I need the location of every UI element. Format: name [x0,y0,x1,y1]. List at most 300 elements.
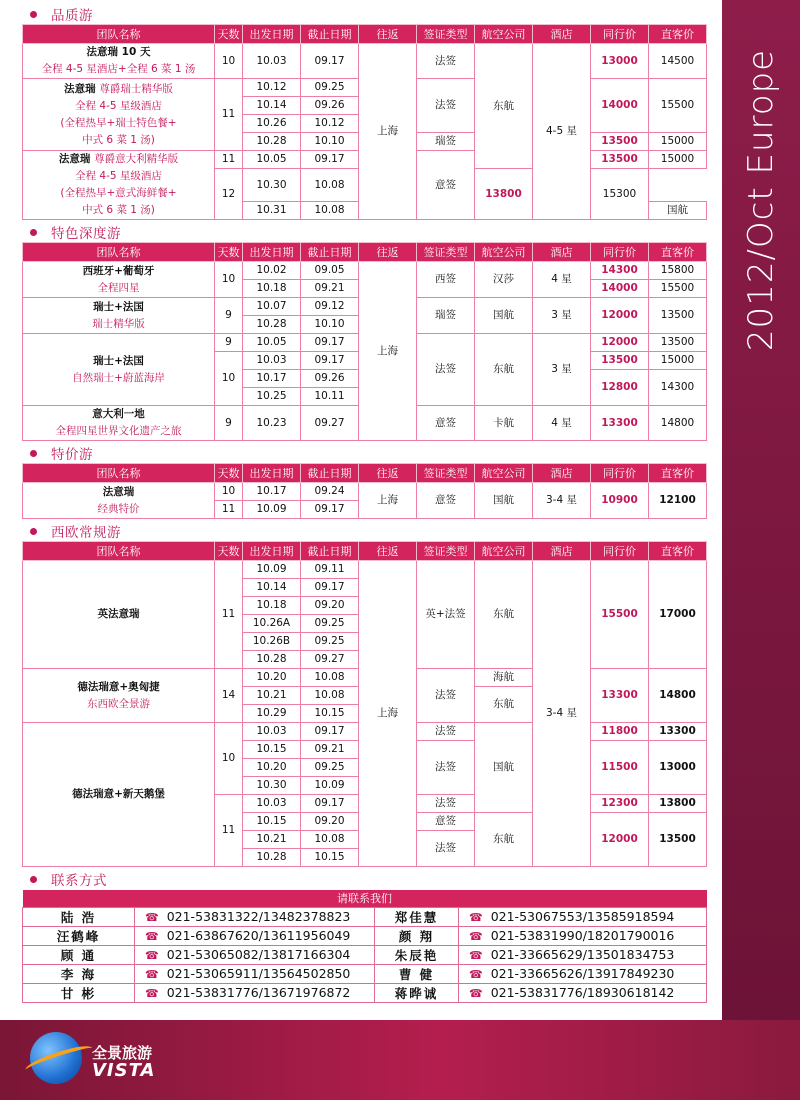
col-header: 截止日期 [301,25,359,44]
visa-cell: 西签 [417,262,475,298]
section-header-regular [24,521,706,541]
depart-cell: 10.31 [243,202,301,220]
col-header: 出发日期 [243,542,301,561]
peer-price-cell: 12000 [591,813,649,867]
contact-name: 陆 浩 [23,907,135,926]
phone-icon: ☎ [145,949,159,962]
direct-price-cell: 12100 [649,483,707,519]
depart-cell: 10.18 [243,280,301,298]
contact-name: 李 海 [23,964,135,983]
deadline-cell: 09.25 [301,79,359,97]
deadline-cell: 09.17 [301,352,359,370]
group-cell [23,334,215,406]
group-cell [23,262,215,298]
depart-cell: 10.29 [243,705,301,723]
deadline-cell: 09.11 [301,561,359,579]
days-cell: 11 [215,795,243,867]
section-title: 特色深度游 [51,226,121,242]
deadline-cell: 10.09 [301,777,359,795]
bullet-icon [30,876,37,883]
days-cell: 11 [215,151,243,169]
direct-price-cell: 15800 [649,262,707,280]
col-header: 截止日期 [301,542,359,561]
group-name: 德法瑞意+新天鹅堡 [72,788,165,800]
group-name: 瑞士+法国 [93,354,144,367]
contact-phone-number: 021-53067553/13585918594 [490,909,675,924]
deadline-cell: 09.26 [301,97,359,115]
col-header: 天数 [215,542,243,561]
visa-cell: 法签 [417,669,475,723]
days-cell: 12 [215,169,243,220]
city-cell: 上海 [359,561,417,867]
direct-price-cell: 17000 [649,561,707,669]
group-desc: 自然瑞士+蔚蓝海岸 [72,371,165,384]
deadline-cell: 09.21 [301,741,359,759]
peer-price-cell: 13300 [591,669,649,723]
deadline-cell: 09.26 [301,370,359,388]
deadline-cell: 09.17 [301,151,359,169]
col-header: 往返 [359,542,417,561]
depart-cell: 10.28 [243,651,301,669]
group-cell [23,44,215,79]
visa-cell: 法签 [417,723,475,741]
direct-price-cell: 15000 [649,352,707,370]
col-header: 团队名称 [23,243,215,262]
group-cell [23,561,215,669]
direct-price-cell: 13500 [649,813,707,867]
group-desc: 中式 6 菜 1 汤) [82,204,155,216]
section-header-special [24,443,706,463]
depart-cell: 10.26 [243,115,301,133]
deadline-cell: 09.17 [301,44,359,79]
section-title: 特价游 [51,447,93,463]
group-desc: 全程 4-5 星酒店+全程 6 菜 1 汤 [41,63,196,75]
deadline-cell: 09.12 [301,298,359,316]
depart-cell: 10.02 [243,262,301,280]
visa-cell: 瑞签 [417,133,475,151]
direct-price-cell: 15000 [649,151,707,169]
deadline-cell: 09.21 [301,280,359,298]
depart-cell: 10.09 [243,501,301,519]
group-name-sub: 尊爵瑞士精华版 [99,82,173,95]
peer-price-cell: 13500 [591,352,649,370]
col-header: 天数 [215,25,243,44]
col-header: 酒店 [533,243,591,262]
contact-phone[interactable] [459,907,707,926]
col-header: 航空公司 [475,542,533,561]
visa-cell: 意签 [417,813,475,831]
deadline-cell: 09.17 [301,501,359,519]
deadline-cell: 10.15 [301,849,359,867]
depart-cell: 10.26A [243,615,301,633]
deadline-cell: 09.25 [301,633,359,651]
col-header: 直客价 [649,542,707,561]
group-desc: 中式 6 菜 1 汤) [82,133,155,146]
contact-phone[interactable] [459,983,707,1002]
visa-cell: 意签 [417,483,475,519]
depart-cell: 10.03 [243,795,301,813]
deadline-cell: 10.08 [301,169,359,202]
depart-cell: 10.25 [243,388,301,406]
contact-name: 朱辰艳 [375,945,459,964]
col-header: 截止日期 [301,464,359,483]
depart-cell: 10.03 [243,723,301,741]
phone-icon: ☎ [469,911,483,924]
peer-price-cell: 14000 [591,79,649,133]
hotel-cell: 3 星 [533,298,591,334]
depart-cell: 10.07 [243,298,301,316]
direct-price-cell: 14500 [649,44,707,79]
direct-price-cell: 14800 [649,406,707,441]
contact-phone[interactable] [459,964,707,983]
contact-phone[interactable] [459,945,707,964]
peer-price-cell: 11800 [591,723,649,741]
direct-price-cell: 13300 [649,723,707,741]
airline-cell: 东航 [475,334,533,406]
deadline-cell: 10.10 [301,316,359,334]
visa-cell: 法签 [417,831,475,867]
city-cell: 上海 [359,262,417,441]
group-cell [23,298,215,334]
contact-phone-number: 021-53831776/18930618142 [490,985,675,1000]
group-name: 法意瑞 10 天 [86,46,151,58]
group-name: 意大利一地 [92,408,145,420]
contact-phone[interactable] [135,907,375,926]
depart-cell: 10.15 [243,813,301,831]
depart-cell: 10.05 [243,334,301,352]
group-desc: 全程四星 [97,281,140,294]
table-header-row [23,542,707,561]
deadline-cell: 09.17 [301,334,359,352]
group-desc: (全程热早+瑞士特色餐+ [60,116,177,129]
tour-table-feature [22,242,707,441]
peer-price-cell: 12000 [591,298,649,334]
contact-name: 甘 彬 [23,983,135,1002]
col-header: 往返 [359,243,417,262]
visa-cell: 法签 [417,79,475,133]
direct-price-cell: 13000 [649,741,707,795]
peer-price-cell: 14300 [591,262,649,280]
contact-phone-number: 021-53831322/13482378823 [166,909,351,924]
table-row [23,44,707,79]
col-header: 酒店 [533,542,591,561]
days-cell: 9 [215,334,243,352]
depart-cell: 10.05 [243,151,301,169]
col-header: 签证类型 [417,243,475,262]
deadline-cell: 10.10 [301,133,359,151]
bullet-icon [30,528,37,535]
deadline-cell: 10.12 [301,115,359,133]
group-name-sub: 尊爵意大利精华版 [94,153,179,165]
col-header: 团队名称 [23,464,215,483]
contact-phone-number: 021-63867620/13611956049 [166,928,351,943]
logo-text-en: VISTA [92,1060,156,1081]
bullet-icon [30,229,37,236]
contact-phone-number: 021-53065911/13564502850 [166,966,351,981]
deadline-cell: 10.08 [301,831,359,849]
col-header: 同行价 [591,464,649,483]
visa-cell: 法签 [417,741,475,795]
depart-cell: 10.28 [243,133,301,151]
col-header: 出发日期 [243,243,301,262]
contact-phone[interactable] [459,926,707,945]
col-header: 签证类型 [417,542,475,561]
depart-cell: 10.03 [243,352,301,370]
airline-cell: 东航 [475,687,533,723]
peer-price-cell: 13500 [591,133,649,151]
col-header: 航空公司 [475,25,533,44]
days-cell: 10 [215,723,243,795]
col-header: 直客价 [649,464,707,483]
col-header: 酒店 [533,25,591,44]
col-header: 酒店 [533,464,591,483]
peer-price-cell: 14000 [591,280,649,298]
contact-name: 颜 翔 [375,926,459,945]
airline-cell: 海航 [475,669,533,687]
contact-name: 汪鹤峰 [23,926,135,945]
depart-cell: 10.17 [243,370,301,388]
visa-cell: 法签 [417,44,475,79]
depart-cell: 10.03 [243,44,301,79]
contact-name: 顾 通 [23,945,135,964]
direct-price-cell: 15500 [649,79,707,133]
bullet-icon [30,450,37,457]
col-header: 航空公司 [475,243,533,262]
group-name-main: 法意瑞 [58,153,91,165]
depart-cell: 10.21 [243,687,301,705]
col-header: 同行价 [591,243,649,262]
days-cell: 14 [215,669,243,723]
depart-cell: 10.15 [243,741,301,759]
table-row [23,483,707,501]
col-header: 签证类型 [417,25,475,44]
deadline-cell: 10.08 [301,202,359,220]
contact-table [22,890,707,1003]
col-header: 天数 [215,464,243,483]
depart-cell: 10.30 [243,777,301,795]
phone-icon: ☎ [469,949,483,962]
visa-cell: 意签 [417,151,475,220]
visa-cell: 法签 [417,334,475,406]
phone-icon: ☎ [145,930,159,943]
visa-cell: 法签 [417,795,475,813]
deadline-cell: 09.20 [301,597,359,615]
airline-cell: 汉莎 [475,262,533,298]
direct-price-cell: 15300 [591,169,649,220]
peer-price-cell: 13000 [591,44,649,79]
direct-price-cell: 13500 [649,334,707,352]
content [22,4,706,1003]
section-title: 联系方式 [51,873,107,889]
col-header: 航空公司 [475,464,533,483]
peer-price-cell: 13800 [475,169,533,220]
airline-cell: 国航 [649,202,707,220]
depart-cell: 10.17 [243,483,301,501]
table-header-row [23,25,707,44]
table-header-row [23,464,707,483]
group-cell [23,79,215,151]
hotel-cell: 3 星 [533,334,591,406]
hotel-cell: 4-5 星 [533,44,591,220]
deadline-cell: 09.20 [301,813,359,831]
logo-text-cn: 全景旅游 [92,1044,153,1062]
contact-phone[interactable] [135,945,375,964]
group-desc: 经典特价 [97,502,140,515]
depart-cell: 10.20 [243,669,301,687]
depart-cell: 10.14 [243,579,301,597]
group-desc: 全程 4-5 星级酒店 [75,99,162,112]
visa-cell: 瑞签 [417,298,475,334]
direct-price-cell: 15000 [649,133,707,151]
table-row [23,561,707,579]
depart-cell: 10.26B [243,633,301,651]
days-cell: 11 [215,79,243,151]
airline-cell: 东航 [475,44,533,169]
contact-row [23,945,707,964]
group-cell [23,483,215,519]
tour-table-quality [22,24,707,220]
deadline-cell: 09.17 [301,795,359,813]
days-cell: 10 [215,262,243,298]
col-header: 团队名称 [23,25,215,44]
hotel-cell: 4 星 [533,406,591,441]
peer-price-cell: 13300 [591,406,649,441]
peer-price-cell: 11500 [591,741,649,795]
deadline-cell: 09.27 [301,651,359,669]
peer-price-cell: 13500 [591,151,649,169]
sidebar-banner [722,0,800,1100]
depart-cell: 10.21 [243,831,301,849]
col-header: 签证类型 [417,464,475,483]
col-header: 往返 [359,464,417,483]
contact-row [23,983,707,1002]
peer-price-cell: 15500 [591,561,649,669]
section-title: 品质游 [51,8,93,24]
group-desc: 全程 4-5 星级酒店 [75,170,162,182]
phone-icon: ☎ [469,968,483,981]
visa-cell: 英+法签 [417,561,475,669]
sidebar-title: 2012/Oct Europe [741,48,781,352]
bullet-icon [30,11,37,18]
hotel-cell: 3-4 星 [533,483,591,519]
peer-price-cell: 12800 [591,370,649,406]
tour-table-regular [22,541,707,867]
city-cell: 上海 [359,44,417,220]
section-title: 西欧常规游 [51,525,121,541]
section-header-contact [24,869,706,889]
contact-row [23,907,707,926]
col-header: 往返 [359,25,417,44]
contact-phone[interactable] [135,964,375,983]
contact-name: 郑佳慧 [375,907,459,926]
phone-icon: ☎ [469,987,483,1000]
depart-cell: 10.14 [243,97,301,115]
contact-title: 请联系我们 [23,890,707,907]
depart-cell: 10.30 [243,169,301,202]
days-cell: 10 [215,352,243,406]
section-header-feature [24,222,706,242]
depart-cell: 10.09 [243,561,301,579]
phone-icon: ☎ [145,968,159,981]
depart-cell: 10.28 [243,849,301,867]
col-header: 出发日期 [243,464,301,483]
deadline-cell: 09.05 [301,262,359,280]
group-cell [23,151,215,220]
group-cell [23,406,215,441]
days-cell: 11 [215,561,243,669]
contact-phone-number: 021-33665626/13917849230 [490,966,675,981]
tour-table-special [22,463,707,519]
hotel-cell: 4 星 [533,262,591,298]
hotel-cell: 3-4 星 [533,561,591,867]
deadline-cell: 09.25 [301,615,359,633]
col-header: 出发日期 [243,25,301,44]
contact-name: 蒋晔诚 [375,983,459,1002]
deadline-cell: 09.17 [301,723,359,741]
airline-cell: 国航 [475,298,533,334]
group-desc: (全程热早+意式海鲜餐+ [60,187,177,199]
group-cell [23,723,215,867]
deadline-cell: 09.17 [301,579,359,597]
col-header: 直客价 [649,243,707,262]
group-desc: 瑞士精华版 [92,317,145,330]
visa-cell: 意签 [417,406,475,441]
days-cell: 10 [215,44,243,79]
peer-price-cell: 10900 [591,483,649,519]
contact-block [22,890,706,1003]
contact-phone[interactable] [135,926,375,945]
col-header: 天数 [215,243,243,262]
group-name: 瑞士+法国 [93,300,144,313]
days-cell: 9 [215,406,243,441]
group-name-main: 法意瑞 [64,82,96,95]
airline-cell: 国航 [475,483,533,519]
direct-price-cell: 15500 [649,280,707,298]
depart-cell: 10.23 [243,406,301,441]
phone-icon: ☎ [145,911,159,924]
depart-cell: 10.12 [243,79,301,97]
table-header-row [23,243,707,262]
col-header: 同行价 [591,25,649,44]
group-desc: 全程四星世界文化遗产之旅 [55,425,182,437]
airline-cell: 东航 [475,561,533,669]
direct-price-cell: 13500 [649,298,707,334]
direct-price-cell: 13800 [649,795,707,813]
contact-phone[interactable] [135,983,375,1002]
depart-cell: 10.28 [243,316,301,334]
brand-logo [30,1030,190,1090]
contact-phone-number: 021-53831776/13671976872 [166,985,351,1000]
city-cell: 上海 [359,483,417,519]
group-name: 英法意瑞 [97,608,140,620]
contact-name: 曹 健 [375,964,459,983]
direct-price-cell: 14300 [649,370,707,406]
airline-cell: 国航 [475,723,533,813]
phone-icon: ☎ [145,987,159,1000]
deadline-cell: 10.15 [301,705,359,723]
direct-price-cell: 14800 [649,669,707,723]
deadline-cell: 10.08 [301,669,359,687]
deadline-cell: 09.25 [301,759,359,777]
depart-cell: 10.18 [243,597,301,615]
airline-cell: 卡航 [475,406,533,441]
group-name [23,151,214,168]
days-cell: 9 [215,298,243,334]
contact-phone-number: 021-53065082/13817166304 [166,947,351,962]
peer-price-cell: 12300 [591,795,649,813]
airline-cell: 东航 [475,813,533,867]
group-desc: 东西欧全景游 [87,697,150,710]
